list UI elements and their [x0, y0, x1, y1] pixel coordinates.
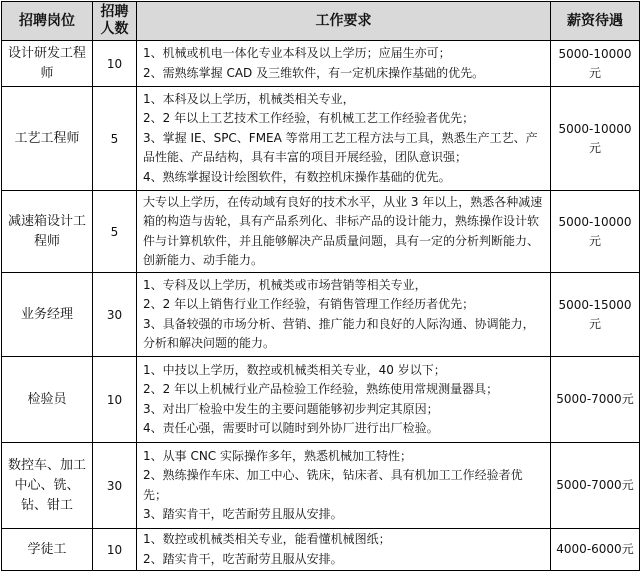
requirements-cell [137, 191, 551, 273]
requirements-cell [137, 273, 551, 357]
table-row [2, 273, 640, 357]
position-cell: 数控车、加工中心、铣、钻、钳工 [2, 443, 93, 529]
position-cell: 设计研发工程师 [2, 41, 93, 87]
requirement-line: 1、中技以上学历，数控或机械类相关专业，40 岁以下； [143, 362, 446, 377]
requirements-cell [137, 87, 551, 191]
salary-cell: 4000-6000元 [551, 529, 640, 571]
requirement-line: 1、机械或机电一体化专业本科及以上学历；应届生亦可； [143, 46, 451, 60]
position-cell: 业务经理 [2, 273, 93, 357]
position-cell: 减速箱设计工程师 [2, 191, 93, 273]
requirement-line: 3、对出厂检验中发生的主要问题能够初步判定其原因； [143, 401, 439, 416]
requirement-line: 4、熟练掌握设计绘图软件，有数控机床操作基础的优先。 [143, 169, 451, 184]
table-row [2, 443, 640, 529]
salary-cell: 5000-7000元 [551, 357, 640, 443]
requirements-cell [137, 41, 551, 87]
requirements-cell [137, 443, 551, 529]
salary-cell: 5000-10000元 [551, 191, 640, 273]
salary-cell: 5000-10000元 [551, 41, 640, 87]
requirement-line: 2、2 年以上工艺技术工作经验，有机械工艺工作经验者优先； [143, 111, 475, 126]
header-row [2, 2, 640, 41]
table-row [2, 191, 640, 273]
count-cell: 10 [93, 529, 137, 571]
requirement-line: 3、踏实肯干，吃苦耐劳且服从安排。 [143, 507, 343, 521]
requirements-cell [137, 529, 551, 571]
count-cell: 5 [93, 191, 137, 273]
requirement-line: 4、责任心强，需要时可以随时到外协厂进行出厂检验。 [143, 421, 439, 435]
requirement-line: 2、2 年以上机械行业产品检验工作经验，熟练使用常规测量器具； [143, 382, 499, 396]
salary-cell: 5000-15000元 [551, 273, 640, 357]
count-cell: 30 [93, 443, 137, 529]
table-row [2, 529, 640, 571]
requirement-line: 1、专科及以上学历，机械类或市场营销等相关专业， [143, 277, 427, 292]
requirement-line: 3、掌握 IE、SPC、FMEA 等常用工艺工程方法与工具，熟悉生产工艺、产品性能、产品结构，具有丰富的项目开展经验，团队意识强； [143, 130, 538, 165]
position-cell: 学徒工 [2, 529, 93, 571]
count-cell: 30 [93, 273, 137, 357]
header-requirements: 工作要求 [137, 2, 551, 41]
requirement-line: 1、本科及以上学历，机械类相关专业， [143, 91, 355, 106]
requirement-line: 2、需熟练掌握 CAD 及三维软件，有一定机床操作基础的优先。 [143, 65, 485, 80]
salary-cell: 5000-10000元 [551, 87, 640, 191]
salary-cell: 5000-7000元 [551, 443, 640, 529]
count-cell: 10 [93, 357, 137, 443]
recruitment-table [1, 1, 640, 571]
requirement-line: 2、踏实肯干，吃苦耐劳且服从安排。 [143, 551, 343, 566]
count-cell: 10 [93, 41, 137, 87]
position-cell: 检验员 [2, 357, 93, 443]
position-cell: 工艺工程师 [2, 87, 93, 191]
requirement-line: 3、具备较强的市场分析、营销、推广能力和良好的人际沟通、协调能力，分析和解决问题的能力。 [143, 316, 535, 350]
table-row [2, 357, 640, 443]
table-row [2, 41, 640, 87]
requirement-line: 1、从事 CNC 实际操作多年，熟悉机械加工特性； [143, 448, 412, 463]
requirement-line: 2、熟练操作车床、加工中心、铣床，钻床者、具有机加工工作经验者优先； [143, 468, 523, 502]
header-count: 招聘人数 [93, 2, 137, 41]
requirement-line: 大专以上学历，在传动域有良好的技术水平，从业 3 年以上，熟悉各种减速箱的构造与齿轮，具有产品系列化、非标产品的设计能力，熟练操作设计软件与计算机软件，并且能够解决产品质量问题，具有一定的分析判断能力、创新能力、动手能力。 [143, 194, 543, 267]
count-cell: 5 [93, 87, 137, 191]
requirement-line: 1、数控或机械类相关专业，能看懂机械图纸； [143, 532, 391, 546]
table-row [2, 87, 640, 191]
header-position: 招聘岗位 [2, 2, 93, 41]
requirement-line: 2、2 年以上销售行业工作经验，有销售管理工作经历者优先； [143, 297, 475, 311]
header-salary: 薪资待遇 [551, 2, 640, 41]
requirements-cell [137, 357, 551, 443]
